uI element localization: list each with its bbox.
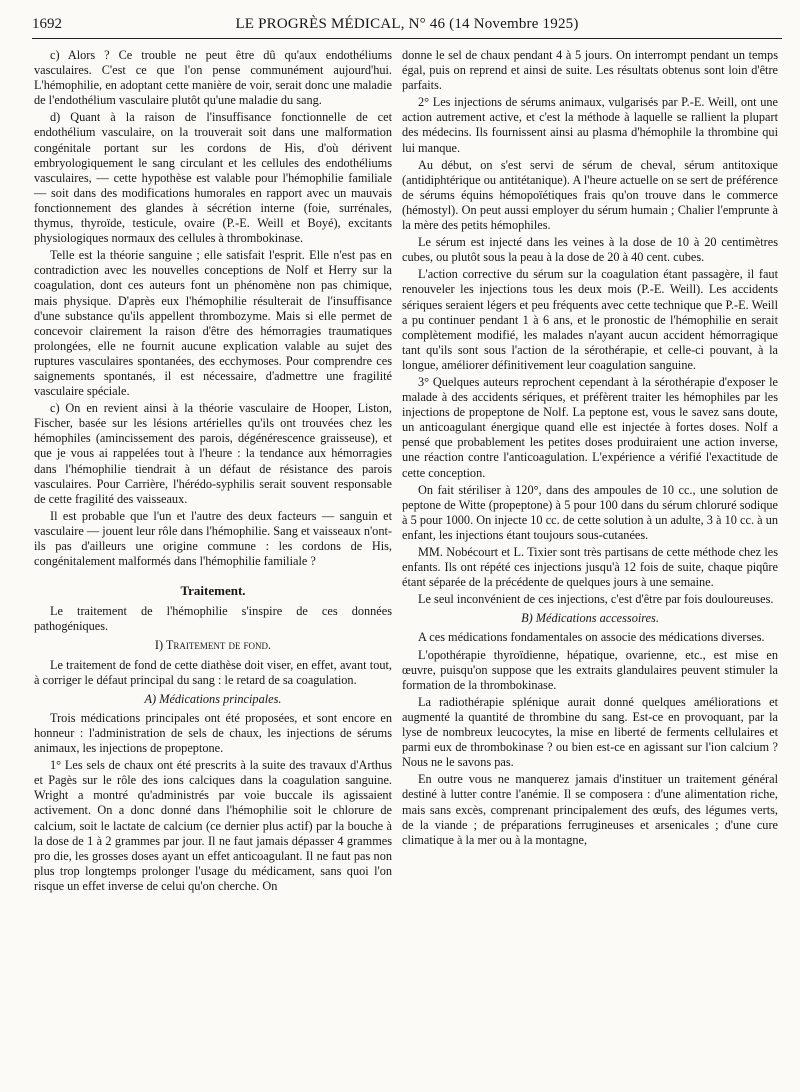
left-column — [34, 48, 392, 896]
paragraph: Telle est la théorie sanguine ; elle satisfait l'esprit. Elle n'est pas en contradiction avec les nouvelles conceptions de Nolf et Herry sur la coagulation, dont ces auteurs font un phénomène non pas chimique, mais physique. D'après eux l'hémophilie résulterait de l'insuffisance d'une substance qu'ils appellent thrombozyme. Mais si elle permet de concevoir clairement la raison d'être des hémorragies traumatiques prolongées, elle ne fournit aucune explication valable au sujet des ruptures vasculaires spontanées, des ecchymoses. Pour comprendre ces saignements spontanés, il est nécessaire, d'admettre une fragilité vasculaire spéciale. — [34, 248, 392, 399]
paragraph: L'opothérapie thyroïdienne, hépatique, ovarienne, etc., est mise en œuvre, puisqu'on suppose que les extraits glandulaires peuvent stimuler la formation de la thrombokinase. — [402, 647, 778, 692]
paragraph: c) On en revient ainsi à la théorie vasculaire de Hooper, Liston, Fischer, basée sur les lésions artérielles qu'ils ont trouvées chez les hémophiles (amincissement des parois, dégénérescence graisseuse), et que je vous ai rappelées tout à l'heure : la tendance aux hémorragies dans l'hémophilie tiendrait à un défaut de résistance des parois vasculaires. Pour Carrière, l'hérédo-syphilis serait souvent responsable de cette fragilité des vaisseaux. — [34, 401, 392, 506]
running-header — [32, 10, 782, 39]
paragraph: Trois médications principales ont été proposées, et sont encore en honneur : l'administration de sels de chaux, les injections de sérums animaux, les injections de propeptone. — [34, 710, 392, 756]
section-title: Traitement. — [180, 583, 246, 599]
paragraph: Il est probable que l'un et l'autre des deux facteurs — sanguin et vasculaire — jouent leur rôle dans l'hémophilie. Sang et vaisseaux n'ont-ils pas d'ailleurs une origine commune : les cordons de His, congénitalement malformés dans l'hémophilie familiale ? — [34, 508, 392, 569]
paragraph: MM. Nobécourt et L. Tixier sont très partisans de cette méthode chez les enfants. Ils ont répété ces injections jusqu'à 12 fois de suite, chaque piqûre étant séparée de la précédente de quelques jours à une semaine. — [402, 545, 778, 590]
paragraph: Le seul inconvénient de ces injections, c'est d'être par fois douloureuses. — [418, 592, 774, 607]
paragraph: 2° Les injections de sérums animaux, vulgarisés par P.-E. Weill, ont une action autrement active, et c'est la méthode à laquelle se rallient la plupart des médecins. Ils fournissent ainsi au plasma d'hémophile la thrombine qui lui manque. — [402, 95, 778, 155]
paragraph: On fait stériliser à 120°, dans des ampoules de 10 cc., une solution de peptone de Witte (propeptone) à 5 pour 100 dans du sérum chloruré sodique à 5 pour 1000. On injecte 10 cc. de cette solution à un adulte, 3 à 10 cc. à un enfant, les injections étant toujours sous-cutanées. — [402, 482, 778, 542]
right-column — [402, 48, 778, 850]
paragraph: En outre vous ne manquerez jamais d'instituer un traitement général destiné à lutter contre l'anémie. Il se composera : d'une alimentation riche, mais sans excès, comprenant principalement des œufs, des légumes verts, de la viande ; de préparations ferrugineuses et arsenicales ; d'une cure climatique à la mer ou à la montagne, — [402, 772, 778, 847]
paragraph: 3° Quelques auteurs reprochent cependant à la sérothérapie d'exposer le malade à des accidents sériques, et préfèrent traiter les hémophiles par les injections de propeptone de Nolf. La peptone est, vous le savez sans doute, un anticoagulant énergique quand elle est injectée à fortes doses. Nolf a pensé que probablement les petites doses produiraient une action inverse, une réaction contre l'anticoagulation. L'expérience a vérifié l'exactitude de cette conception. — [402, 374, 778, 480]
paragraph: La radiothérapie splénique aurait donné quelques améliorations et augmenté la quantité de thrombine du sang. Est-ce en provoquant, par la lyse de nombreux leucocytes, la mise en liberté de ferments cellulaires et parmi eux de thrombokinase ? ou bien est-ce en agissant sur l'ion calcium ? Nous ne le savons pas. — [402, 694, 778, 770]
page-number: 1692 — [32, 16, 62, 32]
sub-subheading: B) Médications accessoires. — [521, 611, 659, 626]
paragraph: d) Quant à la raison de l'insuffisance fonctionnelle de cet endothélium vasculaire, on la trouverait soit dans une malformation congénitale portant sur les cordons de His, d'où dérivent embryologiquement le sang circulant et les cellules des endothéliums vasculaires, — cette hypothèse est valable pour l'hémophilie familiale — soit dans des modifications humorales en rapport avec un mauvais fonctionnement des glandes à sécrétion interne (foie, surrénales, thymus, thyroïde, testicule, ovaire (P.-E. Weill et Boyé), excitants physiologiques normaux des cellules à thrombokinase. — [34, 110, 392, 246]
paragraph: Le sérum est injecté dans les veines à la dose de 10 à 20 centimètres cubes, ou plutôt sous la peau à la dose de 20 à 40 cent. cubes. — [402, 235, 778, 265]
sub-subheading: A) Médications principales. — [144, 691, 282, 706]
paragraph: Le traitement de fond de cette diathèse doit viser, en effet, avant tout, à corriger le défaut principal du sang : le retard de sa coagulation. — [34, 657, 392, 687]
paragraph: Au début, on s'est servi de sérum de cheval, sérum antitoxique (antidiphtérique ou antitétanique). A l'heure actuelle on se sert de préférence de sérums équins hémopoïétiques frais qu'on trouve dans le commerce (hémostyl). On peut aussi employer du sérum humain ; Chalier l'emprunte à la mère des petits hémophiles. — [402, 157, 778, 233]
paragraph: Le traitement de l'hémophilie s'inspire de ces données pathogéniques. — [34, 604, 392, 634]
paragraph: 1° Les sels de chaux ont été prescrits à la suite des travaux d'Arthus et Pagès sur le rôle des ions calciques dans la coagulation sanguine. Wright a montré qu'administrés par voie buccale ils agissaient activement. On a donc donné dans l'hémophilie soit le chlorure de calcium, soit le lactate de calcium (ce dernier plus actif) par la bouche à la dose de 1 à 2 grammes par jour. Il ne faut jamais dépasser 4 grammes pro die, les grosses doses ayant un effet anticoagulant. Il ne faut pas non plus trop longtemps prolonger l'usage du médicament, sans quoi l'on risque un effet inverse de celui qu'on cherche. On — [34, 758, 392, 893]
paragraph: donne le sel de chaux pendant 4 à 5 jours. On interrompt pendant un temps égal, puis on reprend et ainsi de suite. Les résultats obtenus sont loin d'être parfaits. — [402, 48, 778, 93]
subheading: I) Traitement de fond. — [154, 638, 272, 653]
paragraph: A ces médications fondamentales on associe des médications diverses. — [418, 630, 765, 645]
paragraph: c) Alors ? Ce trouble ne peut être dû qu'aux endothéliums vasculaires. C'est ce que l'on pense communément aujourd'hui. L'hémophilie, en adoptant cette manière de voir, serait donc une maladie de l'endothélium vasculaire plutôt qu'une maladie du sang. — [34, 48, 392, 108]
paragraph: L'action corrective du sérum sur la coagulation étant passagère, il faut renouveler les injections tous les deux mois (P.-E. Weill). Les accidents sériques seraient légers et peu fréquents avec cette technique que P.-E. Weill a pu continuer pendant 1 à 6 ans, et le pronostic de l'hémophilie en serait complètement modifié, les malades n'ayant aucun accident hémorragique tant qu'ils sont sous l'action de la sérothérapie, et celle-ci pouvant, à la longue, améliorer définitivement leur coagulation sanguine. — [402, 267, 778, 372]
running-head-title: LE PROGRÈS MÉDICAL, N° 46 (14 Novembre 1925) — [235, 16, 579, 32]
